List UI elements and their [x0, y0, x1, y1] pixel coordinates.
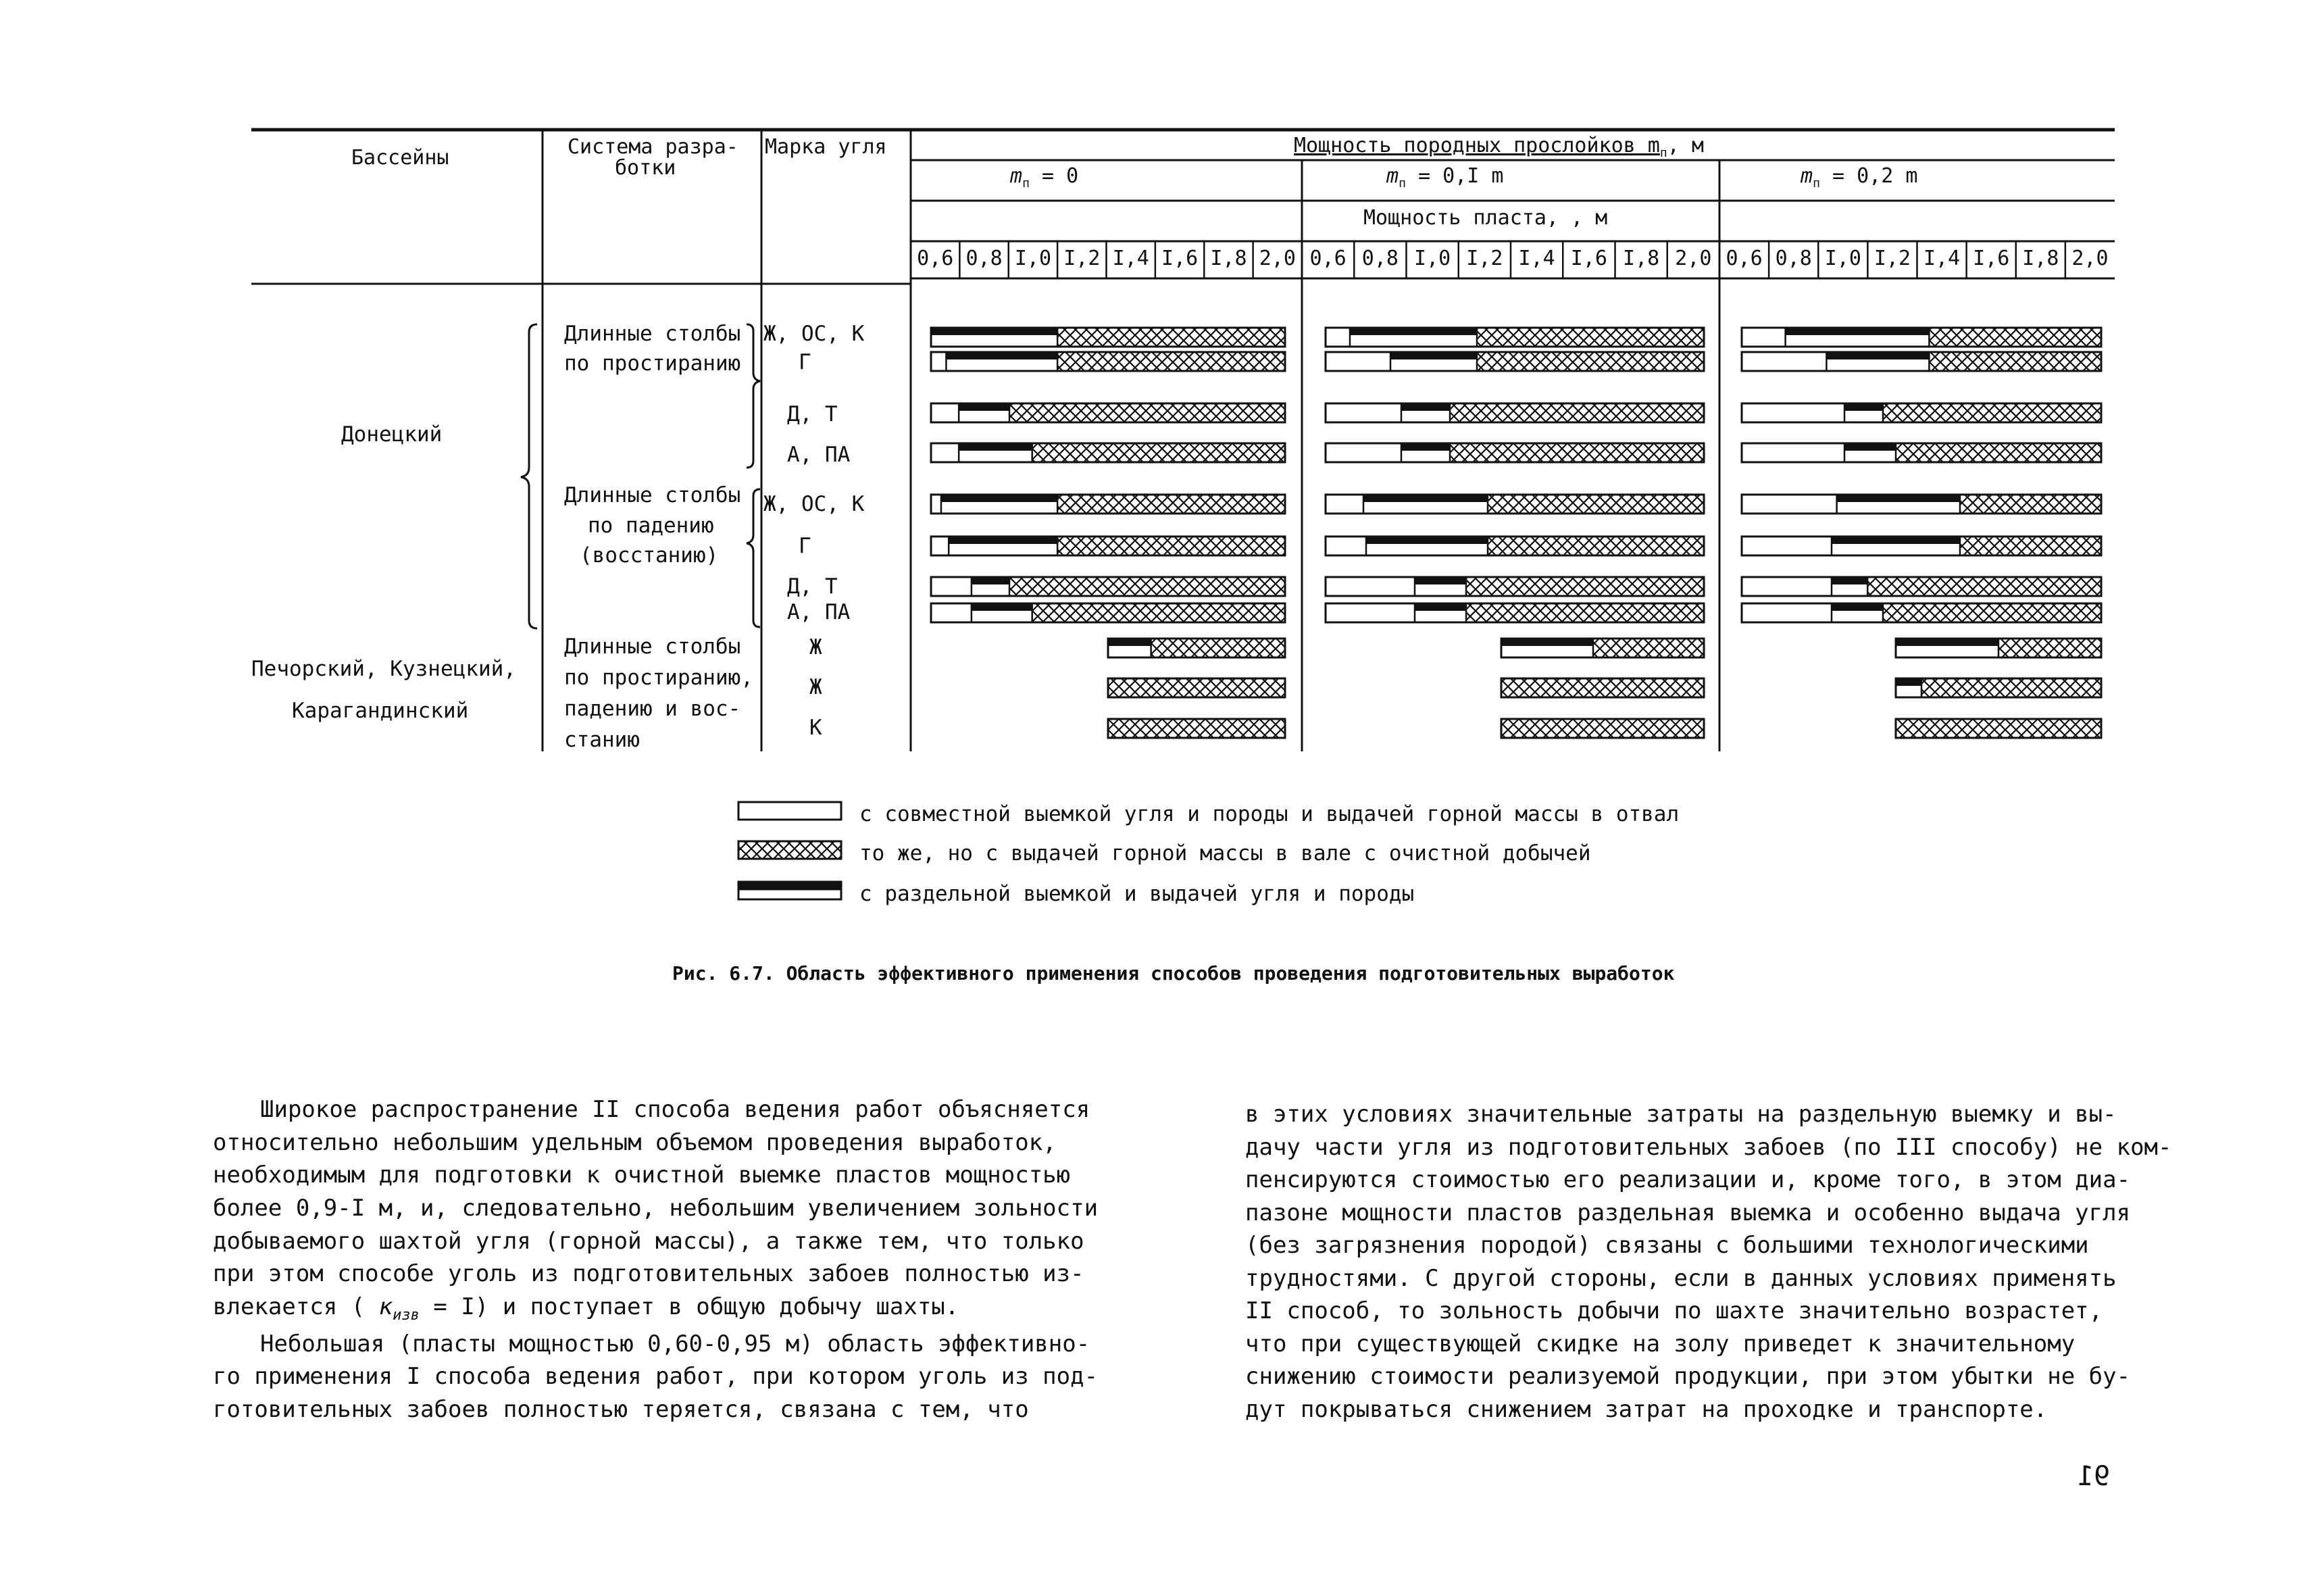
- bar-segment-solid: [959, 443, 1032, 451]
- text-right-line: пазоне мощности пластов раздельная выемка и особенно выдача угля: [1245, 1199, 2131, 1226]
- text-left-line: необходимым для подготовки к очистной выемке пластов мощностью: [213, 1162, 1071, 1189]
- bar-segment-solid: [1350, 328, 1477, 335]
- system3-line2: по простиранию,: [564, 666, 753, 690]
- bar-1-7: [931, 577, 1285, 596]
- bar-1-4: [931, 443, 1285, 462]
- legend-swatch-solid: [738, 882, 841, 899]
- bar-segment-hatch: [1488, 495, 1704, 514]
- bar-segment-hatch: [1466, 577, 1704, 596]
- tick-label: I,4: [1518, 247, 1555, 270]
- bar-segment-solid: [1896, 678, 1921, 686]
- tick-label: I,0: [1414, 247, 1451, 270]
- text-right-line: трудностями. С другой стороны, если в данных условиях применять: [1245, 1265, 2117, 1292]
- bar-1-11: [1108, 719, 1285, 738]
- tick-label: I,0: [1824, 247, 1861, 270]
- bar-2-8: [1326, 603, 1704, 622]
- bar-segment-hatch: [1488, 537, 1704, 555]
- text-right-line: (без загрязнения породой) связаны с большими технологическими: [1245, 1232, 2089, 1259]
- system3-line3: падению и вос-: [564, 697, 741, 721]
- basin-other-line1: Печорский, Кузнецкий,: [251, 657, 516, 681]
- bar-segment-hatch: [1929, 352, 2101, 371]
- text-left-line: при этом способе уголь из подготовительных забоев полностью из-: [213, 1260, 1084, 1287]
- bar-3-11: [1896, 719, 2101, 738]
- bar-segment-hatch: [1960, 537, 2101, 555]
- bar-segment-solid: [1108, 639, 1151, 646]
- seam-thickness-title: Мощность пласта, , м: [1363, 206, 1608, 230]
- system3-line1: Длинные столбы: [564, 634, 741, 659]
- bar-2-11: [1501, 719, 1704, 738]
- bar-segment-hatch: [1108, 678, 1285, 697]
- bar-segment-hatch: [1896, 443, 2101, 462]
- grade-label: Д, Т: [787, 574, 838, 599]
- bar-3-6: [1742, 537, 2101, 555]
- tick-label: 0,6: [917, 247, 954, 270]
- bar-1-5: [931, 495, 1285, 514]
- bar-segment-hatch: [1009, 403, 1285, 422]
- text-right-line: в этих условиях значительные затраты на раздельную выемку и вы-: [1245, 1101, 2117, 1128]
- bar-segment-solid: [1401, 403, 1450, 411]
- bar-segment-solid: [1501, 639, 1593, 646]
- bar-3-3: [1742, 403, 2101, 422]
- tick-label: 0,6: [1726, 247, 1763, 270]
- system2-line3: (восстанию): [580, 543, 719, 568]
- tick-label: 2,0: [2071, 247, 2109, 270]
- text-right-line: дут покрываться снижением затрат на проходке и транспорте.: [1245, 1396, 2048, 1423]
- tick-label: I,4: [1923, 247, 1961, 270]
- system2-line1: Длинные столбы: [564, 483, 741, 507]
- grade-label: Д, Т: [787, 402, 838, 426]
- bar-2-1: [1326, 328, 1704, 347]
- text-left-line: Небольшая (пласты мощностью 0,60-0,95 м) область эффективно-: [260, 1330, 1090, 1357]
- bar-segment-solid: [1786, 328, 1930, 335]
- text-right-line: снижению стоимости реализуемой продукции, при этом убытки не бу-: [1245, 1363, 2131, 1390]
- text-left-line: влекается ( $к_{изв} = I$) и поступает в общую добычу шахты.: [213, 1293, 959, 1324]
- tick-label: 0,8: [1775, 247, 1812, 270]
- bar-2-4: [1326, 443, 1704, 462]
- bar-2-2: [1326, 352, 1704, 371]
- bar-segment-hatch: [1929, 328, 2101, 347]
- bar-segment-solid: [1896, 639, 1998, 646]
- bar-segment-hatch: [1998, 639, 2101, 657]
- tick-label: 2,0: [1675, 247, 1712, 270]
- bar-segment-hatch: [1593, 639, 1704, 657]
- header-basins: Бассейны: [351, 146, 449, 170]
- bar-segment-hatch: [1057, 537, 1285, 555]
- bar-1-1: [931, 328, 1285, 347]
- bar-1-2: [931, 352, 1285, 371]
- tick-label: I,6: [1973, 247, 2010, 270]
- tick-label: I,0: [1014, 247, 1052, 270]
- bar-3-8: [1742, 603, 2101, 622]
- header-system-line2: ботки: [615, 156, 676, 180]
- bar-segment-hatch: [1477, 352, 1704, 371]
- bar-segment-hatch: [1501, 678, 1704, 697]
- bar-segment-hatch: [1032, 443, 1285, 462]
- group-label-2: $m_п = 0,I$ m: [1386, 164, 1504, 191]
- bar-3-5: [1742, 495, 2101, 514]
- bar-segment-hatch: [1883, 403, 2101, 422]
- bar-3-1: [1742, 328, 2101, 347]
- text-left-line: го применения I способа ведения работ, при котором уголь из под-: [213, 1363, 1099, 1390]
- bar-segment-solid: [1844, 403, 1883, 411]
- legend-text-3: с раздельной выемкой и выдачей угля и породы: [859, 882, 1415, 906]
- text-left-line: относительно небольшим удельным объемом проведения выработок,: [213, 1129, 1057, 1156]
- grade-label: Г: [799, 350, 811, 374]
- basin-donetsk: Донецкий: [341, 422, 443, 447]
- grade-label: К: [809, 716, 822, 740]
- bar-segment-solid: [946, 352, 1057, 359]
- legend-text-2: то же, но с выдачей горной массы в вале с очистной добычей: [859, 841, 1591, 866]
- bar-2-6: [1326, 537, 1704, 555]
- grade-label: Г: [799, 534, 811, 558]
- text-left-line: готовительных забоев полностью теряется, связана с тем, что: [213, 1396, 1029, 1423]
- text-left-line: Широкое распространение II способа ведения работ объясняется: [260, 1096, 1090, 1123]
- bar-segment-hatch: [1450, 443, 1704, 462]
- bar-segment-hatch: [1057, 328, 1285, 347]
- bar-segment-hatch: [1057, 495, 1285, 514]
- bar-segment-hatch: [1501, 719, 1704, 738]
- bar-segment-hatch: [1883, 603, 2101, 622]
- legend-swatch-hatch: [738, 841, 841, 859]
- bar-segment-solid: [949, 537, 1057, 544]
- system1-line2: по простиранию: [564, 351, 741, 376]
- bar-segment-solid: [1415, 603, 1466, 611]
- bar-segment-solid: [1837, 495, 1960, 502]
- tick-label: I,2: [1873, 247, 1911, 270]
- bar-segment-hatch: [1867, 577, 2101, 596]
- system1-line1: Длинные столбы: [564, 322, 741, 346]
- bar-segment-solid: [1826, 352, 1929, 359]
- text-right-line: что при существующей скидке на золу приведет к значительному: [1245, 1330, 2076, 1357]
- text-left-line: добываемого шахтой угля (горной массы), а также тем, что только: [213, 1228, 1084, 1255]
- text-left-line: более 0,9-I м, и, следовательно, небольшим увеличением зольности: [213, 1195, 1099, 1222]
- bar-segment-hatch: [1151, 639, 1285, 657]
- system2-line2: по падению: [588, 514, 714, 538]
- group-label-1: $m_п = 0$: [1010, 164, 1079, 191]
- tick-label: I,8: [1210, 247, 1247, 270]
- bar-segment-hatch: [1009, 577, 1285, 596]
- bar-segment-solid: [941, 495, 1057, 502]
- text-right-line: дачу части угля из подготовительных забоев (по III способу) не ком-: [1245, 1134, 2172, 1161]
- bar-segment-hatch: [1057, 352, 1285, 371]
- header-system-line1: Система разра-: [568, 135, 738, 159]
- grade-label: Ж, ОС, К: [763, 492, 865, 516]
- bar-segment-solid: [1390, 352, 1477, 359]
- bar-1-3: [931, 403, 1285, 422]
- bar-segment-hatch: [1896, 719, 2101, 738]
- tick-label: I,8: [2022, 247, 2059, 270]
- bar-segment-hatch: [1032, 603, 1285, 622]
- tick-label: I,2: [1466, 247, 1503, 270]
- bar-segment-solid: [972, 603, 1032, 611]
- bar-segment-solid: [1401, 443, 1450, 451]
- bar-segment-hatch: [1477, 328, 1704, 347]
- bar-segment-hatch: [1450, 403, 1704, 422]
- tick-label: I,6: [1161, 247, 1199, 270]
- tick-label: 0,6: [1309, 247, 1347, 270]
- grade-label: Ж: [809, 635, 822, 659]
- bar-segment-solid: [1844, 443, 1896, 451]
- bar-segment-solid: [959, 403, 1009, 411]
- bar-segment-solid: [1363, 495, 1488, 502]
- bar-segment-hatch: [1921, 678, 2101, 697]
- bar-3-7: [1742, 577, 2101, 596]
- bar-2-10: [1501, 678, 1704, 697]
- group-label-3: $m_п = 0,2$ m: [1801, 164, 1918, 191]
- bar-segment-solid: [1366, 537, 1488, 544]
- bar-1-6: [931, 537, 1285, 555]
- bar-2-5: [1326, 495, 1704, 514]
- text-right-line: пенсируются стоимостью его реализации и, кроме того, в этом диа-: [1245, 1166, 2131, 1193]
- system3-line4: станию: [564, 728, 640, 752]
- tick-label: I,8: [1623, 247, 1660, 270]
- bar-3-10: [1896, 678, 2101, 697]
- bar-1-8: [931, 603, 1285, 622]
- bar-segment-hatch: [1960, 495, 2101, 514]
- header-interlayer-title: Мощность породных прослойков $m_п$, м: [1294, 134, 1704, 160]
- header-coal-grade: Марка угля: [765, 135, 887, 159]
- bar-segment-solid: [1832, 577, 1867, 584]
- text-right-line: II способ, то зольность добычи по шахте значительно возрастет,: [1245, 1297, 2103, 1324]
- bar-3-9: [1896, 639, 2101, 657]
- bar-segment-solid: [931, 328, 1057, 335]
- bar-segment-hatch: [1466, 603, 1704, 622]
- bar-2-3: [1326, 403, 1704, 422]
- page-number: 91: [2078, 1461, 2111, 1492]
- bar-2-7: [1326, 577, 1704, 596]
- tick-label: 0,8: [965, 247, 1003, 270]
- grade-label: А, ПА: [787, 443, 851, 467]
- bar-2-9: [1501, 639, 1704, 657]
- bar-3-2: [1742, 352, 2101, 371]
- legend-swatch-blank: [738, 802, 841, 820]
- bar-1-10: [1108, 678, 1285, 697]
- grade-label: Ж, ОС, К: [763, 322, 865, 346]
- figure-caption: Рис. 6.7. Область эффективного применения способов проведения подготовительных выработок: [672, 962, 1675, 984]
- tick-label: I,6: [1570, 247, 1607, 270]
- basin-other-line2: Карагандинский: [292, 699, 469, 723]
- bar-1-9: [1108, 639, 1285, 657]
- tick-label: 2,0: [1259, 247, 1296, 270]
- bar-segment-solid: [1415, 577, 1466, 584]
- grade-label: Ж: [809, 675, 822, 699]
- bar-segment-hatch: [1108, 719, 1285, 738]
- bar-3-4: [1742, 443, 2101, 462]
- tick-label: I,2: [1063, 247, 1101, 270]
- grade-label: А, ПА: [787, 600, 851, 624]
- bar-segment-solid: [1832, 537, 1960, 544]
- bar-segment-solid: [972, 577, 1009, 584]
- legend-text-1: с совместной выемкой угля и породы и выдачей горной массы в отвал: [859, 802, 1680, 826]
- tick-label: I,4: [1112, 247, 1149, 270]
- bar-segment-solid: [1832, 603, 1883, 611]
- tick-label: 0,8: [1361, 247, 1399, 270]
